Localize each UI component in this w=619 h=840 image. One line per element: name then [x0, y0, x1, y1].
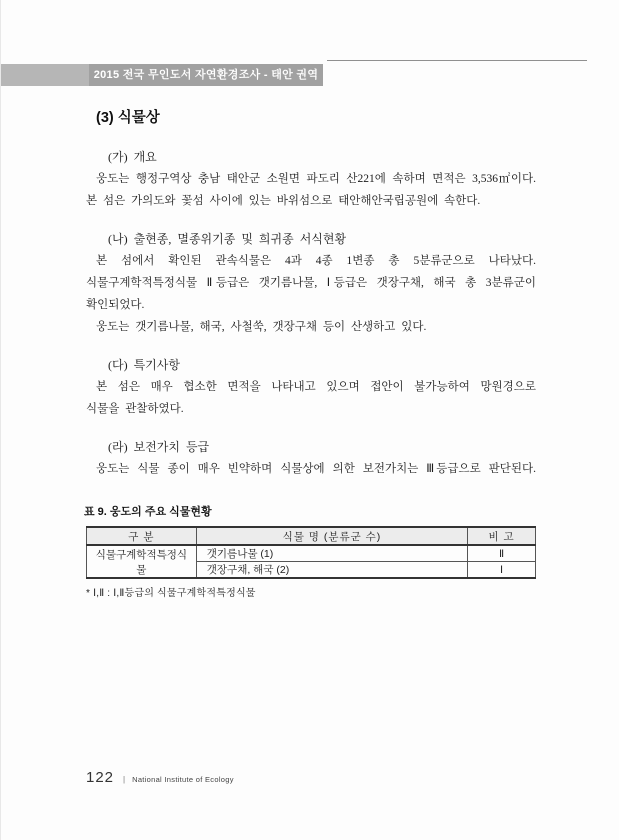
paragraph-da-line1: 본 섬은 매우 협소한 면적을 나타내고 있으며 접안이 불가능하여 망원경으로 — [96, 381, 536, 393]
table-footnote: * Ⅰ,Ⅱ : Ⅰ,Ⅱ등급의 식물구계학적특정식물 — [86, 588, 256, 599]
paragraph-da-line2: 식물을 관찰하였다. — [86, 403, 184, 415]
section-title: (3) 식물상 — [96, 110, 160, 126]
page-content — [86, 108, 536, 601]
paragraph-na-line3: 확인되었다. — [86, 299, 145, 311]
paragraph-ga-line2: 본 섬은 가의도와 꽃섬 사이에 있는 바위섬으로 태안해안국립공원에 속한다. — [86, 195, 481, 207]
table-header-row — [87, 527, 536, 545]
paragraph-na-heading: (나) 출현종, 멸종위기종 및 희귀종 서식현황 — [108, 232, 347, 246]
table-caption: 표 9. 웅도의 주요 식물현황 — [84, 506, 212, 518]
paragraph-da-heading: (다) 특기사항 — [108, 358, 180, 372]
paragraph-na-line4: 웅도는 갯기름나물, 해국, 사철쑥, 갯장구채 등이 산생하고 있다. — [96, 321, 427, 333]
table-cell-plant-name: 갯기름나물 (1) — [196, 545, 467, 562]
table-row — [87, 545, 536, 562]
footer-separator: | — [123, 775, 126, 784]
running-header-band — [1, 64, 323, 86]
table-cell-note: Ⅱ — [468, 545, 536, 562]
running-header-title: 2015 전국 무인도서 자연환경조사 - 태안 권역 — [89, 64, 323, 86]
plant-status-table — [86, 526, 536, 579]
paragraph-ga-heading: (가) 개요 — [108, 150, 157, 164]
paragraph-ra-heading: (라) 보전가치 등급 — [108, 440, 210, 454]
page-number: 122 — [86, 769, 115, 786]
footer-organization: National Institute of Ecology — [132, 775, 234, 784]
header-rule — [327, 60, 587, 61]
page-footer — [86, 769, 234, 786]
table-header-plant-name: 식물 명 (분류군 수) — [196, 527, 467, 545]
paragraph-ra-line1: 웅도는 식물 종이 매우 빈약하며 식물상에 의한 보전가치는 Ⅲ등급으로 판단된다. — [96, 463, 536, 475]
table-header-note: 비 고 — [468, 527, 536, 545]
paragraph-na-line1: 본 섬에서 확인된 관속식물은 4과 4종 1변종 총 5분류군으로 나타났다. — [96, 255, 536, 267]
paragraph-ga-line1: 웅도는 행정구역상 충남 태안군 소원면 파도리 산221에 속하며 면적은 3,536㎡이다. — [96, 173, 536, 185]
table-header-category: 구 분 — [87, 527, 197, 545]
table-cell-category: 식물구계학적특정식물 — [87, 545, 197, 578]
table-cell-plant-name: 갯장구채, 해국 (2) — [196, 562, 467, 579]
paragraph-na-line2: 식물구계학적특정식물 Ⅱ등급은 갯기름나물, Ⅰ등급은 갯장구채, 해국 총 3분류군이 — [86, 277, 536, 289]
table-cell-note: Ⅰ — [468, 562, 536, 579]
